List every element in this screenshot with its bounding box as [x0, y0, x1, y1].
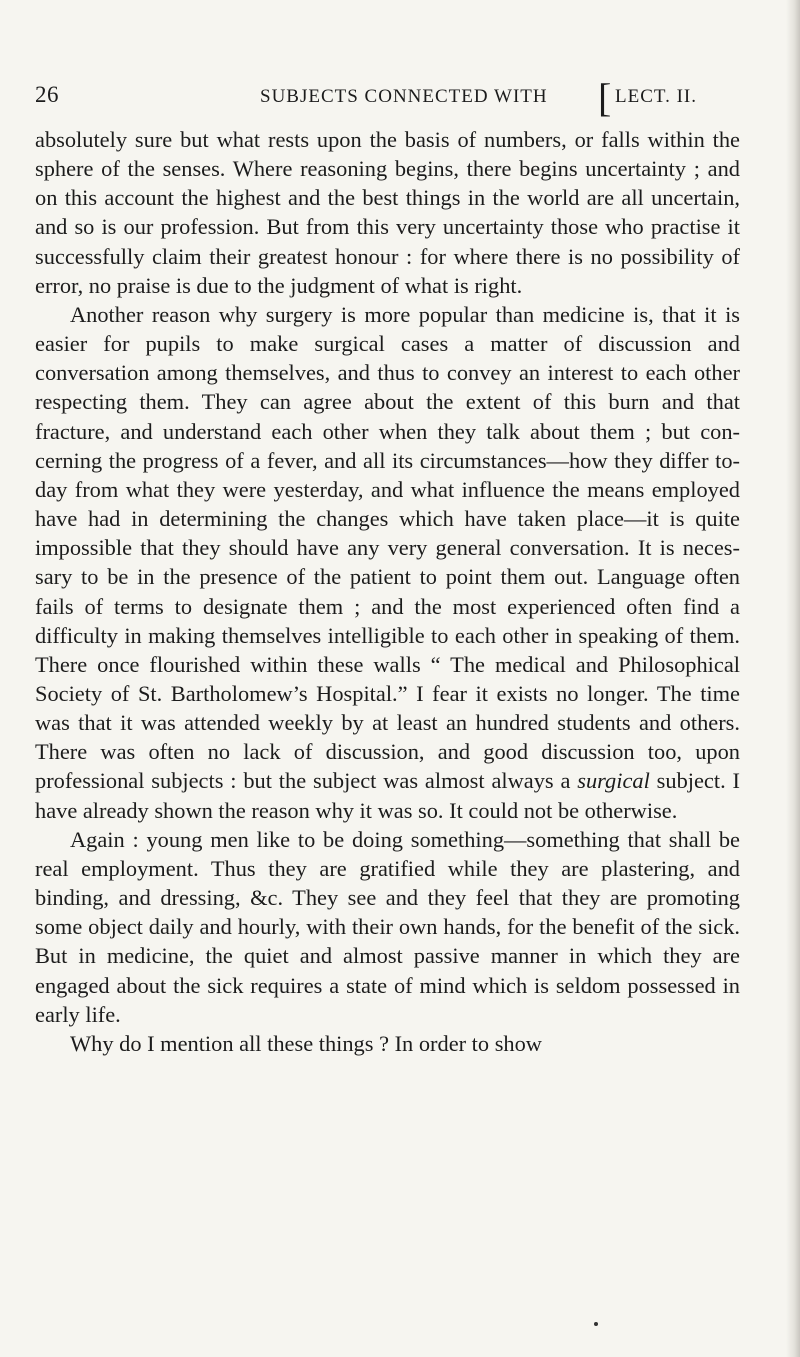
lecture-reference: LECT. II.: [615, 86, 697, 107]
paragraph-1: absolutely sure but what rests upon the basis of numbers, or falls within the sphere of the senses. Where reasoning begins, there begins uncertainty ; and on this account the highest and the best things in the world are all uncertain, and so is our profession. But from this very uncertainty those who practise it successfully claim their greatest honour : for where there is no possibility of error, no praise is due to the judgment of what is right.: [35, 127, 740, 298]
paragraph-2: [35, 300, 740, 825]
paragraph-2-tail: subject. I have already shown the reason why it was so. It could not be otherwise.: [35, 768, 740, 823]
running-title: SUBJECTS CONNECTED WITH: [260, 86, 548, 107]
page-number: 26: [35, 82, 59, 107]
paragraph-4: Why do I mention all these things ? In order to show: [70, 1030, 542, 1056]
page-edge-shadow: [786, 0, 800, 1357]
italic-word: surgical: [577, 768, 650, 794]
header-bracket: [: [598, 75, 612, 120]
paragraph-3: Again : young men like to be doing something—something that shall be real employment. Thus they are gratified while they are plastering, and binding, and dressing, &c. They see and they feel that they are promoting some object daily and hourly, with their own hands, for the benefit of the sick. But in medicine, the quiet and almost passive manner in which they are engaged about the sick requires a state of mind which is seldom possessed in early life.: [35, 826, 740, 1027]
printing-speck: [594, 1322, 598, 1326]
paragraph-2-text: Another reason why surgery is more popular than medicine is, that it is easier for pupils to make surgical cases a matter of discussion and conversation among themselves, and thus to convey an interest to each other respecting them. They can agree about the extent of this burn and that fracture, and understand each other when they talk about them ; but concerning the progress of a fever, and all its circumstances—how they differ to-day from what they were yesterday, and what influence the means employed have had in determining the changes which have taken place—it is quite impossible that they should have any very general conversation. It is necessary to be in the presence of the patient to point them out. Language often fails of terms to designate them ; and the most experienced often find a difficulty in making themselves intelligible to each other in speaking of them. There once flourished within these walls “ The medical and Philosophical Society of St. Bartholomew’s Hospital.” I fear it exists no longer. The time was that it was attended weekly by at least an hundred students and others. There was often no lack of discussion, and good discussion too, upon professional subjects : but the subject was almost always a: [35, 301, 740, 794]
body-text: [35, 125, 740, 1058]
running-header: [35, 75, 740, 120]
